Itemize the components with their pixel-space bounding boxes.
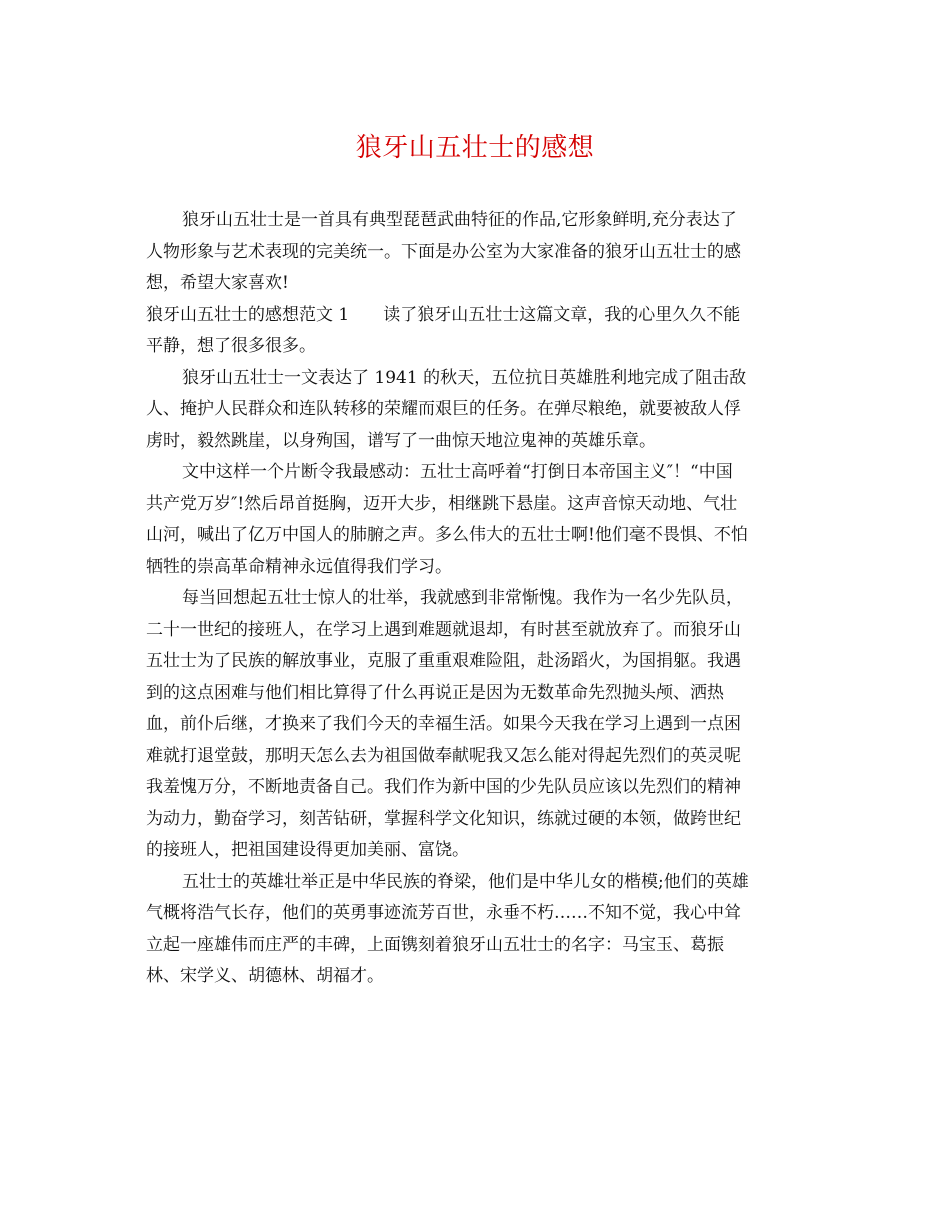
text-line: 五壮士为了民族的解放事业，克服了重重艰难险阻，赴汤蹈火，为国捐躯。我遇 <box>146 651 741 671</box>
text-line: 每当回想起五壮士惊人的壮举，我就感到非常惭愧。我作为一名少先队员， <box>182 588 743 608</box>
text-line: 文中这样一个片断令我最感动：五壮士高呼着“打倒日本帝国主义″！“中国 <box>182 462 733 482</box>
text-line: 狼牙山五壮士是一首具有典型琵琶武曲特征的作品,它形象鲜明,充分表达了 <box>182 210 737 230</box>
text-line: 狼牙山五壮士的感想范文 1 读了狼牙山五壮士这篇文章，我的心里久久不能 <box>146 304 741 325</box>
text-line: 立起一座雄伟而庄严的丰碑，上面镌刻着狼牙山五壮士的名字：马宝玉、葛振 <box>146 934 724 955</box>
text-line: 林、宋学义、胡德林、胡福才。 <box>146 966 384 986</box>
text-line: 气概将浩气长存，他们的英勇事迹流芳百世，永垂不朽……不知不觉，我心中耸 <box>146 903 741 923</box>
text-line: 为动力，勤奋学习，刻苦钻研，掌握科学文化知识，练就过硬的本领，做跨世纪 <box>146 808 741 829</box>
text-line: 山河，喊出了亿万中国人的肺腑之声。多么伟大的五壮士啊!他们毫不畏惧、不怕 <box>146 525 748 545</box>
paragraph-story <box>146 363 811 458</box>
text-line: 二十一世纪的接班人，在学习上遇到难题就退却，有时甚至就放弃了。而狼牙山 <box>146 619 741 640</box>
paragraph-moving-scene <box>146 457 811 583</box>
paragraph-conclusion <box>146 867 811 993</box>
text-line: 共产党万岁″!然后昂首挺胸，迈开大步，相继跳下悬崖。这声音惊天动地、气壮 <box>146 493 738 514</box>
text-line: 五壮士的英雄壮举正是中华民族的脊梁，他们是中华儿女的楷模;他们的英雄 <box>182 871 749 892</box>
text-line: 想，希望大家喜欢! <box>146 273 289 293</box>
text-line: 我羞愧万分，不断地责备自己。我们作为新中国的少先队员应该以先烈们的精神 <box>146 777 741 797</box>
text-line: 平静，想了很多很多。 <box>146 336 316 356</box>
text-line: 虏时，毅然跳崖，以身殉国，谱写了一曲惊天地泣鬼神的英雄乐章。 <box>146 430 656 451</box>
paragraph-intro <box>146 205 811 300</box>
text-line: 人、掩护人民群众和连队转移的荣耀而艰巨的任务。在弹尽粮绝，就要被敌人俘 <box>146 399 741 419</box>
text-line: 难就打退堂鼓，那明天怎么去为祖国做奉献呢我又怎么能对得起先烈们的英灵呢 <box>146 745 741 766</box>
text-line: 的接班人，把祖国建设得更加美丽、富饶。 <box>146 840 469 860</box>
text-line: 血，前仆后继，才换来了我们今天的幸福生活。如果今天我在学习上遇到一点困 <box>146 714 741 734</box>
text-line: 人物形象与艺术表现的完美统一。下面是办公室为大家准备的狼牙山五壮士的感 <box>146 241 741 262</box>
document-title: 狼牙山五壮士的感想 <box>355 133 595 163</box>
paragraph-essay-heading <box>146 300 811 363</box>
document-body <box>146 205 811 993</box>
text-line: 狼牙山五壮士一文表达了 1941 的秋天，五位抗日英雄胜利地完成了阻击敌 <box>182 367 747 388</box>
text-line: 牺牲的崇高革命精神永远值得我们学习。 <box>146 556 452 577</box>
paragraph-reflection <box>146 583 811 867</box>
text-line: 到的这点困难与他们相比算得了什么再说正是因为无数革命先烈抛头颅、洒热 <box>146 682 724 703</box>
